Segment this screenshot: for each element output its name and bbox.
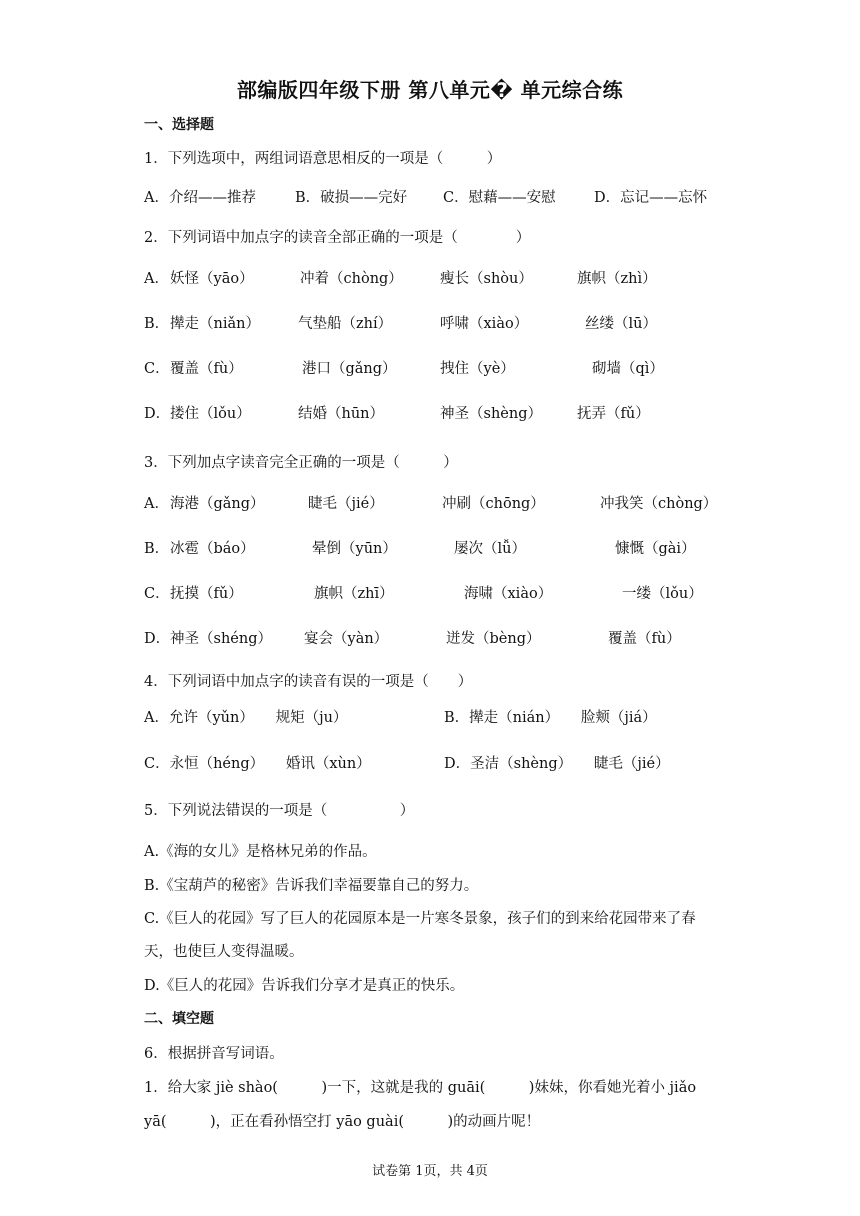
question-6-line-2: yā( )，正在看孙悟空打 yāo guài( )的动画片呢！: [144, 1114, 541, 1130]
question-2-row-d-word-4: 抚弄（fǔ）: [577, 406, 650, 422]
question-4-option-c: C．永恒（héng） 婚讯（xùn）: [144, 756, 371, 772]
question-3-row-b-word-2: 晕倒（yūn）: [312, 541, 397, 557]
question-3-stem: 3．下列加点字读音完全正确的一项是（ ）: [144, 455, 458, 471]
question-3-row-b-word-3: 屡次（lǚ）: [454, 541, 526, 557]
question-3-row-d-word-3: 迸发（bèng）: [446, 631, 541, 647]
question-2-row-b-word-4: 丝缕（lū）: [585, 316, 657, 332]
question-2-row-b-word-2: 气垫船（zhí）: [298, 316, 393, 332]
question-2-row-b-label: B．: [144, 316, 170, 332]
question-1-option-a: A．介绍——推荐: [144, 190, 256, 206]
section-heading-choice: 一、选择题: [144, 117, 214, 133]
question-3-row-c-label: C．: [144, 586, 170, 602]
question-3-row-d-word-1: 神圣（shéng）: [170, 631, 272, 647]
question-3-row-b-label: B．: [144, 541, 170, 557]
question-5-option-c-line2: 天，也使巨人变得温暖。: [144, 944, 304, 960]
question-4-option-d: D．圣洁（shèng） 睫毛（jié）: [444, 756, 670, 772]
question-2-row-a-word-3: 瘦长（shòu）: [440, 271, 533, 287]
page-footer: 试卷第 1页，共 4页: [372, 1164, 488, 1179]
question-3-row-c-word-1: 抚摸（fǔ）: [170, 586, 243, 602]
page-title: 部编版四年级下册 第八单元� 单元综合练: [236, 78, 624, 102]
section-heading-fill: 二、填空题: [144, 1011, 214, 1027]
question-3-row-a-word-2: 睫毛（jié）: [308, 496, 384, 512]
question-3-row-b-word-4: 慷慨（gài）: [615, 541, 696, 557]
question-2-row-d-word-1: 搂住（lǒu）: [170, 406, 251, 422]
question-5-option-c-line1: C.《巨人的花园》写了巨人的花园原本是一片寒冬景象，孩子们的到来给花园带来了春: [144, 911, 696, 927]
question-2-row-c-word-1: 覆盖（fù）: [170, 361, 243, 377]
question-5-option-b: B.《宝葫芦的秘密》告诉我们幸福要靠自己的努力。: [144, 878, 479, 894]
question-3-row-c-word-4: 一缕（lǒu）: [622, 586, 703, 602]
question-2-row-a-label: A．: [144, 271, 169, 287]
question-2-row-d-label: D．: [144, 406, 171, 422]
question-1-option-d: D．忘记——忘怀: [594, 190, 708, 206]
question-2-row-d-word-3: 神圣（shèng）: [440, 406, 542, 422]
question-3-row-b-word-1: 冰雹（báo）: [170, 541, 255, 557]
question-3-row-d-word-2: 宴会（yàn）: [304, 631, 389, 647]
question-3-row-d-word-4: 覆盖（fù）: [608, 631, 681, 647]
question-3-row-c-word-3: 海啸（xiào）: [464, 586, 553, 602]
question-4-stem: 4．下列词语中加点字的读音有误的一项是（ ）: [144, 674, 473, 690]
question-2-row-a-word-2: 冲着（chòng）: [300, 271, 403, 287]
question-2-row-c-word-3: 拽住（yè）: [440, 361, 515, 377]
question-1-option-c: C．慰藉——安慰: [443, 190, 556, 206]
question-6-stem: 6．根据拼音写词语。: [144, 1046, 284, 1062]
question-3-row-a-word-4: 冲我笑（chòng）: [600, 496, 718, 512]
question-3-row-c-word-2: 旗帜（zhī）: [314, 586, 394, 602]
question-3-row-a-label: A．: [144, 496, 169, 512]
question-4-option-b: B．撵走（nián） 脸颊（jiá）: [444, 710, 657, 726]
question-3-row-d-label: D．: [144, 631, 171, 647]
question-5-option-d: D.《巨人的花园》告诉我们分享才是真正的快乐。: [144, 978, 465, 994]
question-5-stem: 5．下列说法错误的一项是（ ）: [144, 803, 415, 819]
question-6-line-1: 1．给大家 jiè shào( )一下，这就是我的 guāi( )妹妹，你看她光着小 jiǎo: [144, 1080, 697, 1096]
question-1-stem: 1．下列选项中，两组词语意思相反的一项是（ ）: [144, 151, 502, 167]
question-2-row-b-word-3: 呼啸（xiào）: [440, 316, 529, 332]
question-4-option-a: A．允许（yǔn） 规矩（ju）: [144, 710, 348, 726]
question-5-option-a: A.《海的女儿》是格林兄弟的作品。: [144, 844, 377, 860]
question-2-row-b-word-1: 撵走（niǎn）: [170, 316, 260, 332]
question-2-row-c-word-4: 砌墙（qì）: [592, 361, 664, 377]
question-2-row-c-word-2: 港口（gǎng）: [302, 361, 397, 377]
question-2-stem: 2．下列词语中加点字的读音全部正确的一项是（ ）: [144, 230, 531, 246]
question-2-row-c-label: C．: [144, 361, 170, 377]
question-2-row-a-word-1: 妖怪（yāo）: [170, 271, 254, 287]
question-3-row-a-word-3: 冲刷（chōng）: [442, 496, 545, 512]
question-2-row-a-word-4: 旗帜（zhì）: [577, 271, 657, 287]
question-2-row-d-word-2: 结婚（hūn）: [298, 406, 385, 422]
question-1-option-b: B．破损——完好: [295, 190, 408, 206]
question-3-row-a-word-1: 海港（gǎng）: [170, 496, 265, 512]
